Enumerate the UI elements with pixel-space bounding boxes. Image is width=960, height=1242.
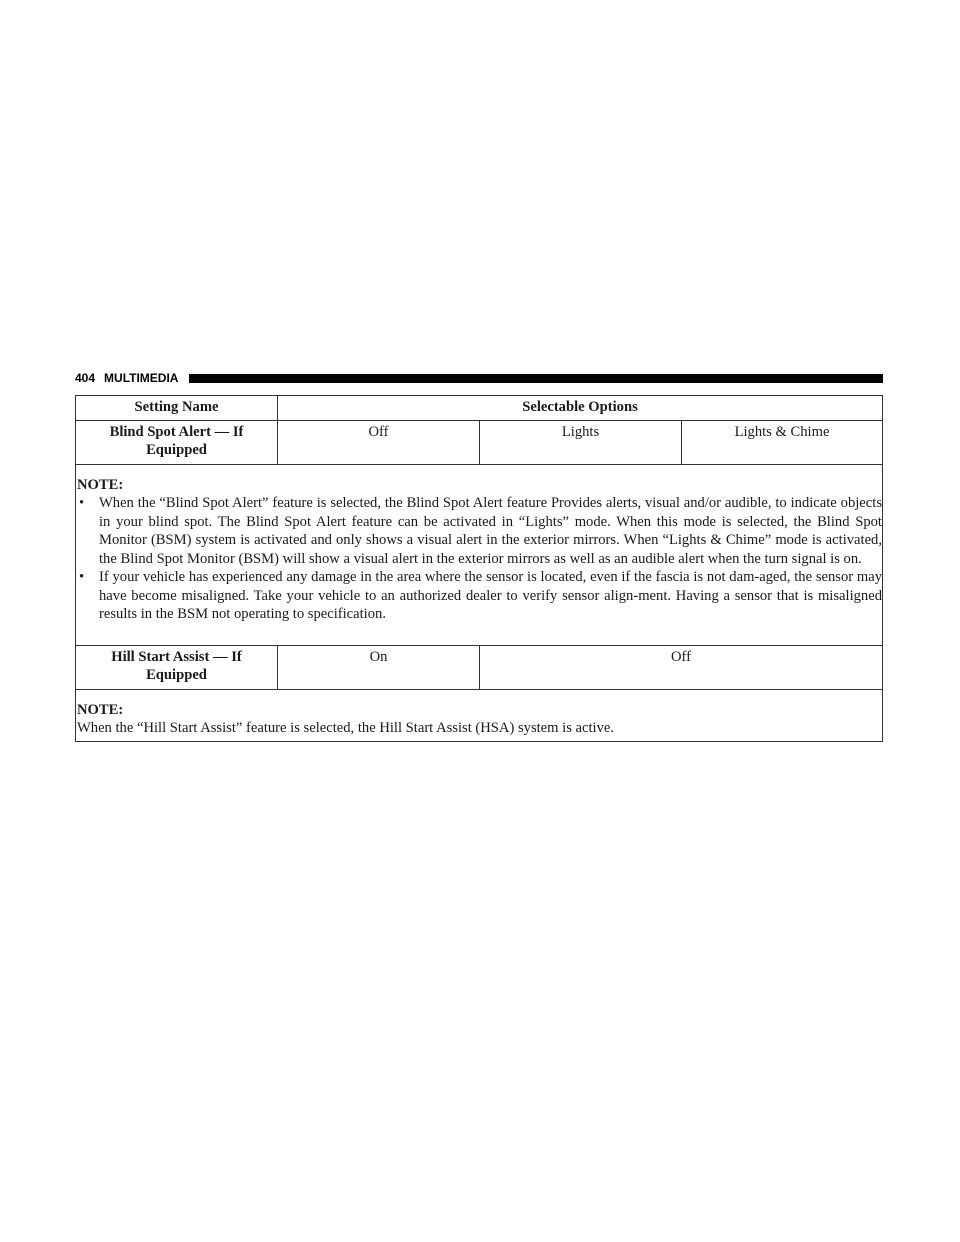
list-item: [77, 568, 882, 624]
bullet-icon: •: [79, 569, 85, 585]
option-lights-chime: Lights & Chime: [682, 420, 883, 464]
option-off: Off: [480, 645, 883, 689]
page-number: 404: [75, 371, 96, 385]
blind-spot-note: [76, 464, 883, 645]
blind-spot-alert-name: Blind Spot Alert — If Equipped: [76, 420, 278, 464]
option-on: On: [278, 645, 480, 689]
hill-start-assist-name: Hill Start Assist — If Equipped: [76, 645, 278, 689]
option-off: Off: [278, 420, 480, 464]
note-bullet-list: [77, 494, 882, 624]
note-row: [76, 689, 883, 741]
bullet-text: When the “Blind Spot Alert” feature is selected, the Blind Spot Alert feature Provides alerts, visual and/or audible, to indicate objects in your blind spot. The Blind Spot Alert feature can be activated in “Lights” mode. When this mode is selected, the Blind Spot Monitor (BSM) system is activated and only shows a visual alert in the exterior mirrors. When “Lights & Chime” mode is activated, the Blind Spot Monitor (BSM) will show a visual alert in the exterior mirrors as well as an audible alert when the turn signal is on.: [99, 495, 882, 567]
page-header: [75, 367, 883, 389]
section-title: MULTIMEDIA: [104, 371, 179, 385]
header-rule: [189, 374, 883, 383]
note-label: NOTE:: [77, 701, 124, 718]
hill-start-note: [76, 689, 883, 741]
note-label: NOTE:: [77, 476, 124, 493]
setting-name-header: Setting Name: [76, 396, 278, 421]
settings-table: [75, 395, 883, 742]
note-text: When the “Hill Start Assist” feature is selected, the Hill Start Assist (HSA) system is active.: [77, 720, 615, 736]
note-row: [76, 464, 883, 645]
bullet-text: If your vehicle has experienced any damage in the area where the sensor is located, even if the fascia is not dam-aged, the sensor may have become misaligned. Take your vehicle to an authorized dealer to verify sensor align-ment. Having a sensor that is misaligned results in the BSM not operating to specification.: [99, 569, 882, 622]
table-header-row: [76, 396, 883, 421]
list-item: [77, 494, 882, 568]
table-row: [76, 645, 883, 689]
bullet-icon: •: [79, 495, 85, 511]
table-row: [76, 420, 883, 464]
selectable-options-header: Selectable Options: [278, 396, 883, 421]
option-lights: Lights: [480, 420, 682, 464]
